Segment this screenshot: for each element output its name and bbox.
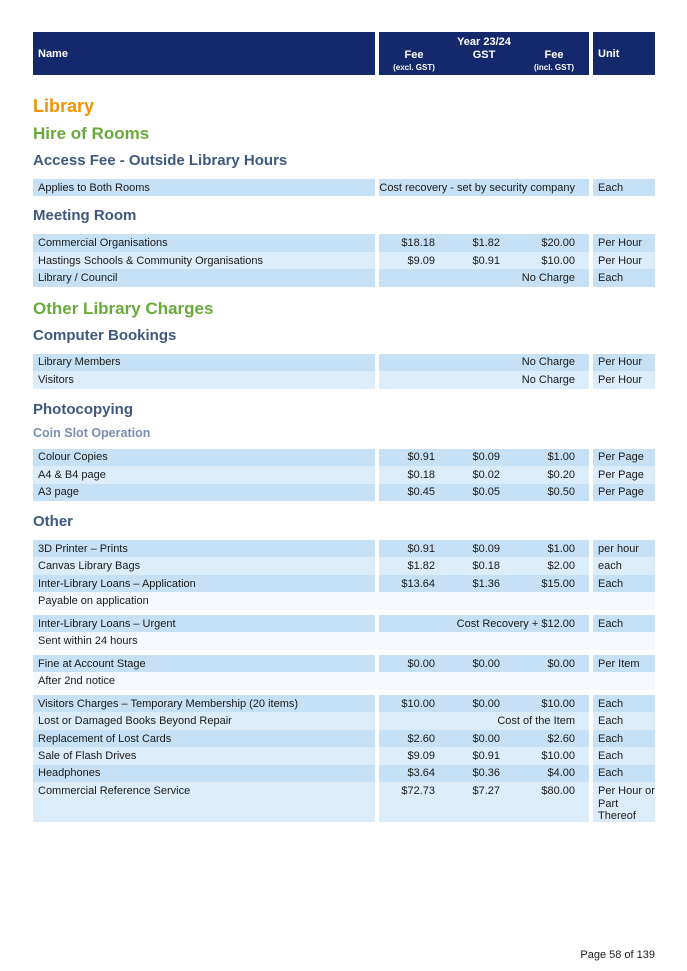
item-name: Inter-Library Loans – Urgent	[33, 615, 375, 632]
fee-gst: $0.05	[449, 484, 519, 501]
fee-gst: $1.82	[449, 234, 519, 251]
fee-excl: $9.09	[379, 747, 449, 764]
fee-gst: $1.36	[449, 575, 519, 592]
fee-schedule-page	[33, 32, 655, 822]
unit: each	[593, 557, 655, 574]
section-heading: Meeting Room	[33, 207, 137, 225]
fee-excl: $10.00	[379, 695, 449, 712]
item-name: A4 & B4 page	[33, 466, 375, 483]
fee-gst: $0.18	[449, 557, 519, 574]
unit: Per Hour	[593, 354, 655, 371]
note-row	[33, 672, 655, 689]
unit: Each	[593, 712, 655, 729]
fee-gst: $0.09	[449, 449, 519, 466]
item-name: Commercial Reference Service	[33, 782, 375, 822]
section-heading: Access Fee - Outside Library Hours	[33, 152, 288, 169]
note-text: Payable on application	[33, 592, 655, 609]
unit: Each	[593, 695, 655, 712]
unit: Per Page	[593, 466, 655, 483]
fee-incl: $2.00	[519, 557, 589, 574]
fee-incl: $1.00	[519, 540, 589, 557]
section-heading: Computer Bookings	[33, 326, 177, 344]
fee-excl: $3.64	[379, 765, 449, 782]
section-heading: Hire of Rooms	[33, 124, 150, 143]
item-name: Visitors	[33, 371, 375, 388]
unit: Each	[593, 765, 655, 782]
table-row	[33, 449, 655, 466]
unit: Each	[593, 747, 655, 764]
fee-excl: $18.18	[379, 234, 449, 251]
unit: Per Hour	[593, 252, 655, 269]
fee-incl: $20.00	[519, 234, 589, 251]
fee-excl: $13.64	[379, 575, 449, 592]
header-gst: GST	[472, 49, 496, 61]
unit: per hour	[593, 540, 655, 557]
fee-span: No Charge	[379, 354, 589, 371]
header-unit: Unit	[593, 32, 655, 75]
table-row	[33, 730, 655, 747]
fee-excl: $0.45	[379, 484, 449, 501]
section-heading: Other Library Charges	[33, 298, 214, 318]
section-heading: Other	[33, 512, 74, 530]
unit: Per Page	[593, 484, 655, 501]
computer-bookings-table	[33, 354, 655, 389]
section-heading: Library	[33, 96, 95, 116]
table-header	[33, 32, 655, 75]
photocopying-table	[33, 449, 655, 501]
fee-span: Cost recovery - set by security company	[379, 179, 589, 196]
fee-span: Cost Recovery + $12.00	[379, 615, 589, 632]
table-row	[33, 765, 655, 782]
item-name: Colour Copies	[33, 449, 375, 466]
fee-incl: $0.00	[519, 655, 589, 672]
table-row	[33, 615, 655, 632]
other-charges-table	[33, 540, 655, 822]
unit: Each	[593, 730, 655, 747]
header-year: Year 23/24	[457, 36, 511, 48]
item-name: Lost or Damaged Books Beyond Repair	[33, 712, 375, 729]
note-row	[33, 592, 655, 609]
unit: Each	[593, 269, 655, 286]
item-name: A3 page	[33, 484, 375, 501]
fee-gst: $0.00	[449, 695, 519, 712]
item-name: Sale of Flash Drives	[33, 747, 375, 764]
item-name: Fine at Account Stage	[33, 655, 375, 672]
fee-incl: $80.00	[519, 782, 589, 822]
fee-span: Cost of the Item	[379, 712, 589, 729]
access-fee-table	[33, 179, 655, 196]
table-row	[33, 712, 655, 729]
note-row	[33, 632, 655, 649]
page-number: Page 58 of 139	[580, 949, 655, 961]
item-name: Replacement of Lost Cards	[33, 730, 375, 747]
table-row	[33, 540, 655, 557]
fee-excl: $2.60	[379, 730, 449, 747]
note-text: Sent within 24 hours	[33, 632, 655, 649]
fee-excl: $0.00	[379, 655, 449, 672]
unit: Per Hour	[593, 234, 655, 251]
unit: Per Hour or Part Thereof	[593, 782, 655, 822]
item-name: Visitors Charges – Temporary Membership (20 items)	[33, 695, 375, 712]
fee-excl: $0.91	[379, 540, 449, 557]
section-heading: Coin Slot Operation	[33, 425, 151, 440]
header-year-group	[379, 32, 589, 75]
table-row	[33, 782, 655, 822]
fee-incl: $10.00	[519, 747, 589, 764]
fee-incl: $4.00	[519, 765, 589, 782]
item-name: Headphones	[33, 765, 375, 782]
table-row	[33, 655, 655, 672]
item-name: Library Members	[33, 354, 375, 371]
fee-incl: $15.00	[519, 575, 589, 592]
table-row	[33, 371, 655, 388]
fee-incl: $2.60	[519, 730, 589, 747]
fee-incl: $1.00	[519, 449, 589, 466]
table-row	[33, 557, 655, 574]
fee-excl: $0.91	[379, 449, 449, 466]
header-name: Name	[33, 32, 375, 75]
section-heading: Photocopying	[33, 400, 133, 418]
fee-incl: $0.50	[519, 484, 589, 501]
header-fee-excl: Fee (excl. GST)	[393, 49, 435, 72]
fee-span: No Charge	[379, 371, 589, 388]
unit: Each	[593, 615, 655, 632]
meeting-room-table	[33, 234, 655, 286]
fee-excl: $9.09	[379, 252, 449, 269]
fee-gst: $0.00	[449, 655, 519, 672]
fee-incl: $10.00	[519, 252, 589, 269]
fee-incl: $0.20	[519, 466, 589, 483]
fee-incl: $10.00	[519, 695, 589, 712]
item-name: Library / Council	[33, 269, 375, 286]
fee-excl: $1.82	[379, 557, 449, 574]
fee-excl: $72.73	[379, 782, 449, 822]
item-name: Applies to Both Rooms	[33, 179, 375, 196]
table-row	[33, 747, 655, 764]
unit: Per Hour	[593, 371, 655, 388]
fee-gst: $0.09	[449, 540, 519, 557]
item-name: Inter-Library Loans – Application	[33, 575, 375, 592]
table-row	[33, 234, 655, 251]
table-row	[33, 695, 655, 712]
unit: Per Page	[593, 449, 655, 466]
item-name: 3D Printer – Prints	[33, 540, 375, 557]
note-text: After 2nd notice	[33, 672, 655, 689]
table-row	[33, 575, 655, 592]
fee-gst: $0.91	[449, 252, 519, 269]
fee-gst: $0.36	[449, 765, 519, 782]
unit: Each	[593, 575, 655, 592]
table-row	[33, 269, 655, 286]
fee-span: No Charge	[379, 269, 589, 286]
fee-gst: $0.00	[449, 730, 519, 747]
item-name: Commercial Organisations	[33, 234, 375, 251]
table-row	[33, 466, 655, 483]
table-row	[33, 252, 655, 269]
table-row	[33, 354, 655, 371]
fee-gst: $7.27	[449, 782, 519, 822]
fee-gst: $0.02	[449, 466, 519, 483]
table-row	[33, 179, 655, 196]
unit: Per Item	[593, 655, 655, 672]
fee-gst: $0.91	[449, 747, 519, 764]
fee-excl: $0.18	[379, 466, 449, 483]
table-row	[33, 484, 655, 501]
header-fee-incl: Fee (incl. GST)	[534, 49, 574, 72]
unit: Each	[593, 179, 655, 196]
item-name: Canvas Library Bags	[33, 557, 375, 574]
item-name: Hastings Schools & Community Organisations	[33, 252, 375, 269]
